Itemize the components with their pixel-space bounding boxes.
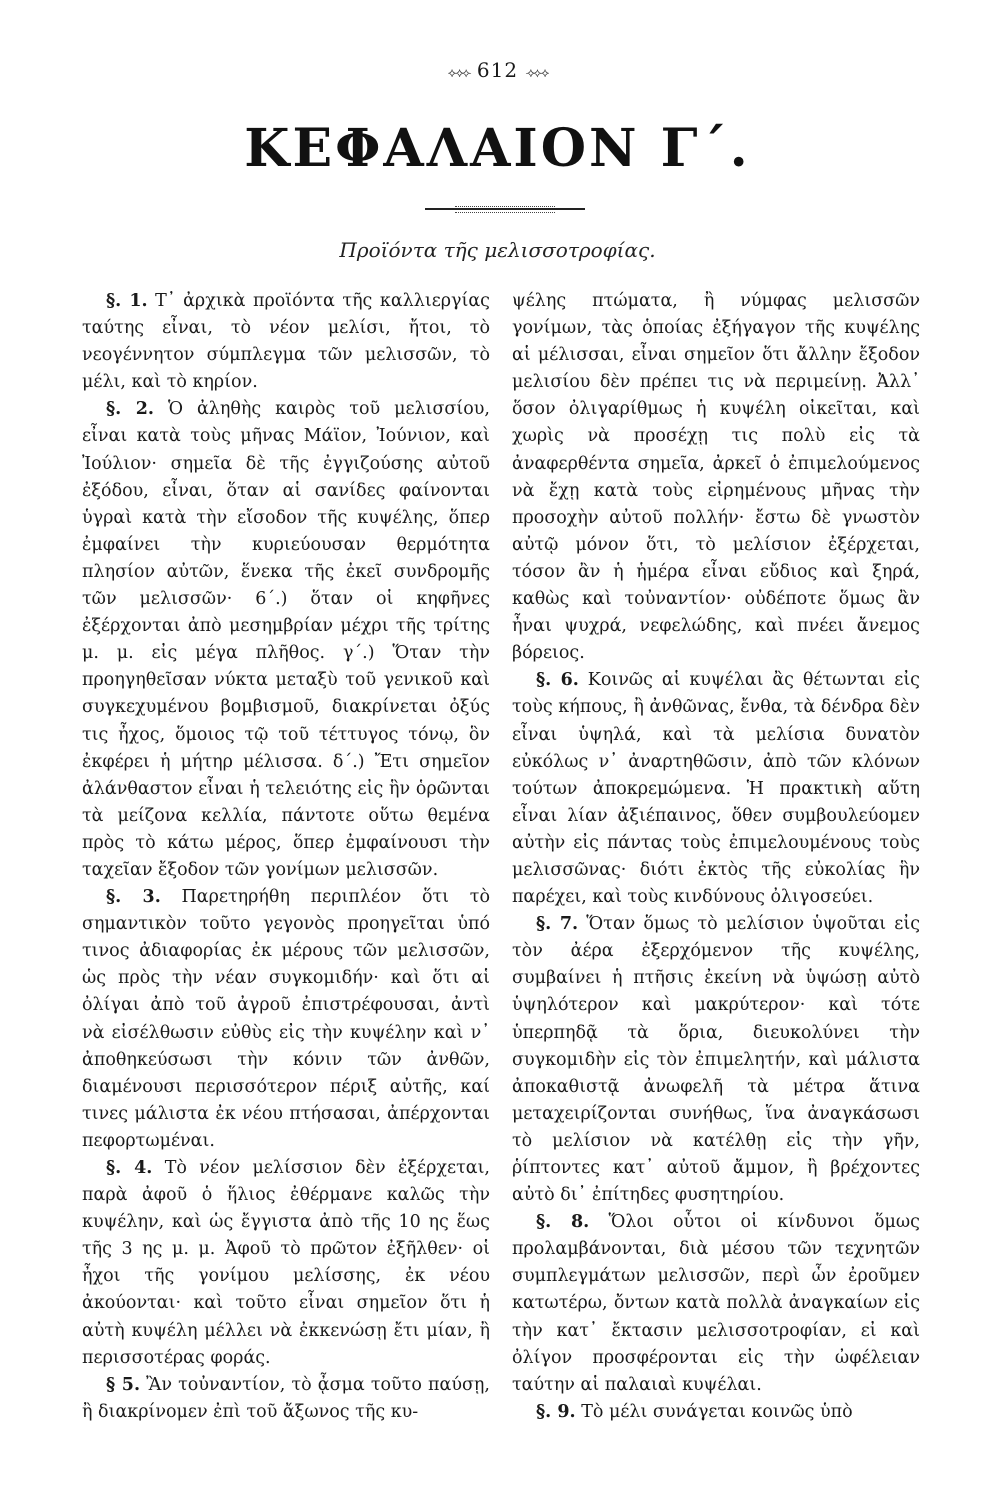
paragraph-text: Τὸ νέον μελίσσιον δὲν ἐξέρχεται, παρὰ ἀφοῦ ὁ ἥλιος ἐθέρμανε καλῶς τὴν κυψέλην, καὶ ὡς ἔγγιστα ἀπὸ τῆς 10 ης ἕως τῆς 3 ης μ. μ. Ἀφοῦ τὸ πρῶτον ἐξῆλθεν· οἱ ἦχοι τῆς γονίμου μελίσσης, ἐκ νέου ἀκούονται· καὶ τοῦτο εἶναι σημεῖον ὅτι ἡ αὐτὴ κυψέλη μέλλει νὰ ἐκκενώσῃ ἔτι μίαν, ἢ περισσοτέρας φοράς.	[82, 1158, 490, 1368]
section-subtitle: Προϊόντα τῆς μελισσοτροφίας.	[339, 238, 656, 262]
section-number: §. 3.	[106, 887, 161, 908]
section-number: § 5.	[106, 1374, 141, 1395]
left-column	[82, 288, 490, 1426]
paragraph	[512, 1209, 920, 1399]
paragraph	[82, 1372, 490, 1426]
paragraph-text: Ὅλοι οὗτοι οἱ κίνδυνοι ὅμως προλαμβάνονται, διὰ μέσου τῶν τεχνητῶν συμπλεγμάτων μελισσῶν, περὶ ὧν ἐροῦμεν κατωτέρω, ὄντων κατὰ πολλὰ ἀναγκαίων εἰς τὴν κατ᾽ ἔκτασιν μελισσοτροφίαν, εἰ καὶ ὀλίγον προσφέρονται εἰς τὴν ὠφέλειαν ταύτην αἱ παλαιαὶ κυψέλαι.	[512, 1212, 920, 1395]
paragraph	[82, 884, 490, 1155]
decorative-rule	[425, 208, 585, 210]
paragraph	[512, 1399, 920, 1426]
ornament-right: ⟢⟣⟡	[525, 66, 548, 81]
paragraph-text: ψέλης πτώματα, ἢ νύμφας μελισσῶν γονίμων, τὰς ὁποίας ἐξήγαγον τῆς κυψέλης αἱ μέλισσαι, εἶναι σημεῖον ὅτι ἄλλην ἔξοδον μελισίου δὲν πρέπει τις νὰ περιμείνῃ. Ἀλλ᾽ ὅσον ὀλιγαρίθμως ἡ κυψέλη οἰκεῖται, καὶ χωρὶς νὰ προσέχῃ τις πολὺ εἰς τὰ ἀναφερθέντα σημεῖα, ἀρκεῖ ὁ ἐπιμελούμενος νὰ ἔχῃ κατὰ τοὺς εἰρημένους μῆνας τὴν προσοχὴν αὐτοῦ πολλήν· ἔστω δὲ γνωστὸν αὐτῷ μόνον ὅτι, τὸ μελίσιον ἐξέρχεται, τόσον ἂν ἡ ἡμέρα εἶναι εὔδιος καὶ ξηρά, καθὼς καὶ τοὐναντίον· οὐδέποτε ὅμως ἂν ἦναι ψυχρά, νεφελώδης, καὶ πνέει ἄνεμος βόρειος.	[512, 291, 920, 664]
paragraph	[512, 911, 920, 1209]
paragraph-text: Παρετηρήθη περιπλέον ὅτι τὸ σημαντικὸν τοῦτο γεγονὸς προηγεῖται ὑπό τινος ἀδιαφορίας ἐκ μέρους τῶν μελισσῶν, ὡς πρὸς τὴν νέαν συγκομιδήν· καὶ ὅτι αἱ ὀλίγαι ἀπὸ τοῦ ἀγροῦ ἐπιστρέφουσαι, ἀντὶ νὰ εἰσέλθωσιν εὐθὺς εἰς τὴν κυψέλην καὶ ν᾽ ἀποθηκεύσωσι τὴν κόνιν τῶν ἀνθῶν, διαμένουσι περισσότερον πέριξ αὐτῆς, καί τινες μάλιστα ἐκ νέου πτήσασαι, ἀπέρχονται πεφορτωμέναι.	[82, 887, 490, 1151]
paragraph-text: Ὅταν ὅμως τὸ μελίσιον ὑψοῦται εἰς τὸν ἀέρα ἐξερχόμενον τῆς κυψέλης, συμβαίνει ἡ πτῆσις ἐκείνη νὰ ὑψώσῃ αὐτὸ ὑψηλότερον καὶ μακρύτερον· καὶ τότε ὑπερπηδᾷ τὰ ὅρια, διευκολύνει τὴν συγκομιδὴν εἰς τὸν ἐπιμελητήν, καὶ μάλιστα ἀποκαθιστᾷ ἀνωφελῆ τὰ μέτρα ἅτινα μεταχειρίζονται συνήθως, ἵνα ἀναγκάσωσι τὸ μελίσιον νὰ κατέλθῃ εἰς τὴν γῆν, ῥίπτοντες κατ᾽ αὐτοῦ ἄμμον, ἢ βρέχοντες αὐτὸ δι᾽ ἐπίτηδες φυσητηρίου.	[512, 914, 920, 1206]
section-number: §. 9.	[536, 1401, 576, 1422]
section-number: §. 6.	[536, 670, 579, 691]
paragraph-text: Τ᾽ ἀρχικὰ προϊόντα τῆς καλλιεργίας ταύτης εἶναι, τὸ νέον μελίσι, ἤτοι, τὸ νεογέννητον σύμπλεγμα τῶν μελισσῶν, τὸ μέλι, καὶ τὸ κηρίον.	[82, 291, 490, 393]
page-number: 612	[476, 58, 519, 82]
paragraph-continuation	[512, 288, 920, 667]
paragraph	[82, 288, 490, 396]
paragraph-text: Τὸ μέλι συνάγεται κοινῶς ὑπὸ	[581, 1401, 853, 1422]
right-column	[512, 288, 920, 1426]
paragraph	[512, 667, 920, 911]
paragraph	[82, 396, 490, 884]
section-number: §. 4.	[106, 1158, 153, 1178]
chapter-title: ΚΕΦΑΛΑΙΟΝ Γ΄.	[244, 118, 751, 179]
paragraph-text: Κοινῶς αἱ κυψέλαι ἂς θέτωνται εἰς τοὺς κήπους, ἢ ἀνθῶνας, ἔνθα, τὰ δένδρα δὲν εἶναι ὑψηλά, καὶ τὰ μελίσια δυνατὸν εὐκόλως ν᾽ ἀναρτηθῶσιν, ἀπὸ τῶν κλόνων τούτων ἀποκρεμώμενα. Ἡ πρακτικὴ αὕτη εἶναι λίαν ἀξιέπαινος, ὅθεν συμβουλεύομεν αὐτὴν εἰς πάντας τοὺς ἐπιμελουμένους τοὺς μελισσῶνας· διότι ἐκτὸς τῆς εὐκολίας ἣν παρέχει, καὶ τοὺς κινδύνους ὀλιγοσεύει.	[512, 670, 920, 908]
paragraph-text: Ὁ ἀληθὴς καιρὸς τοῦ μελισσίου, εἶναι κατὰ τοὺς μῆνας Μάϊον, Ἰούνιον, καὶ Ἰούλιον· σημεῖα δὲ τῆς ἐγγιζούσης αὐτοῦ ἐξόδου, εἶναι, ὅταν αἱ σανίδες φαίνονται ὑγραὶ κατὰ τὴν εἴσοδον τῆς κυψέλης, ὅπερ ἐμφαίνει τὴν κυριεύουσαν θερμότητα πλησίον αὐτῶν, ἕνεκα τῆς ἐκεῖ συνδρομῆς τῶν μελισσῶν· 6΄.) ὅταν οἱ κηφῆνες ἐξέρχονται ἀπὸ μεσημβρίαν μέχρι τῆς τρίτης μ. μ. εἰς μέγα πλῆθος. γ΄.) Ὅταν τὴν προηγηθεῖσαν νύκτα μεταξὺ τοῦ γενικοῦ καὶ συγκεχυμένου βομβισμοῦ, διακρίνεται ὀξύς τις ἦχος, ὅμοιος τῷ τοῦ τέττυγος τόνῳ, ὃν ἐκφέρει ἡ μήτηρ μέλισσα. δ΄.) Ἔτι σημεῖον ἀλάνθαστον εἶναι ἡ τελειότης εἰς ἣν ὁρῶνται τὰ μείζονα κελλία, πάντοτε οὕτω θεμένα πρὸς τὸ κάτω μέρος, ὅπερ ἐμφαίνουσι τὴν ταχεῖαν ἔξοδον τῶν γονίμων μελισσῶν.	[82, 399, 490, 880]
section-number: §. 7.	[536, 914, 579, 935]
ornament-left: ⟡⟢⟣	[447, 66, 470, 81]
paragraph-text: Ἂν τοὐναντίον, τὸ ᾆσμα τοῦτο παύσῃ, ἢ διακρίνομεν ἐπὶ τοῦ ἄξωνος τῆς κυ-	[82, 1374, 490, 1422]
section-number: §. 2.	[106, 399, 154, 420]
page-number-header	[0, 58, 995, 82]
section-number: §. 8.	[536, 1212, 590, 1233]
section-number: §. 1.	[106, 291, 148, 311]
paragraph	[82, 1155, 490, 1372]
